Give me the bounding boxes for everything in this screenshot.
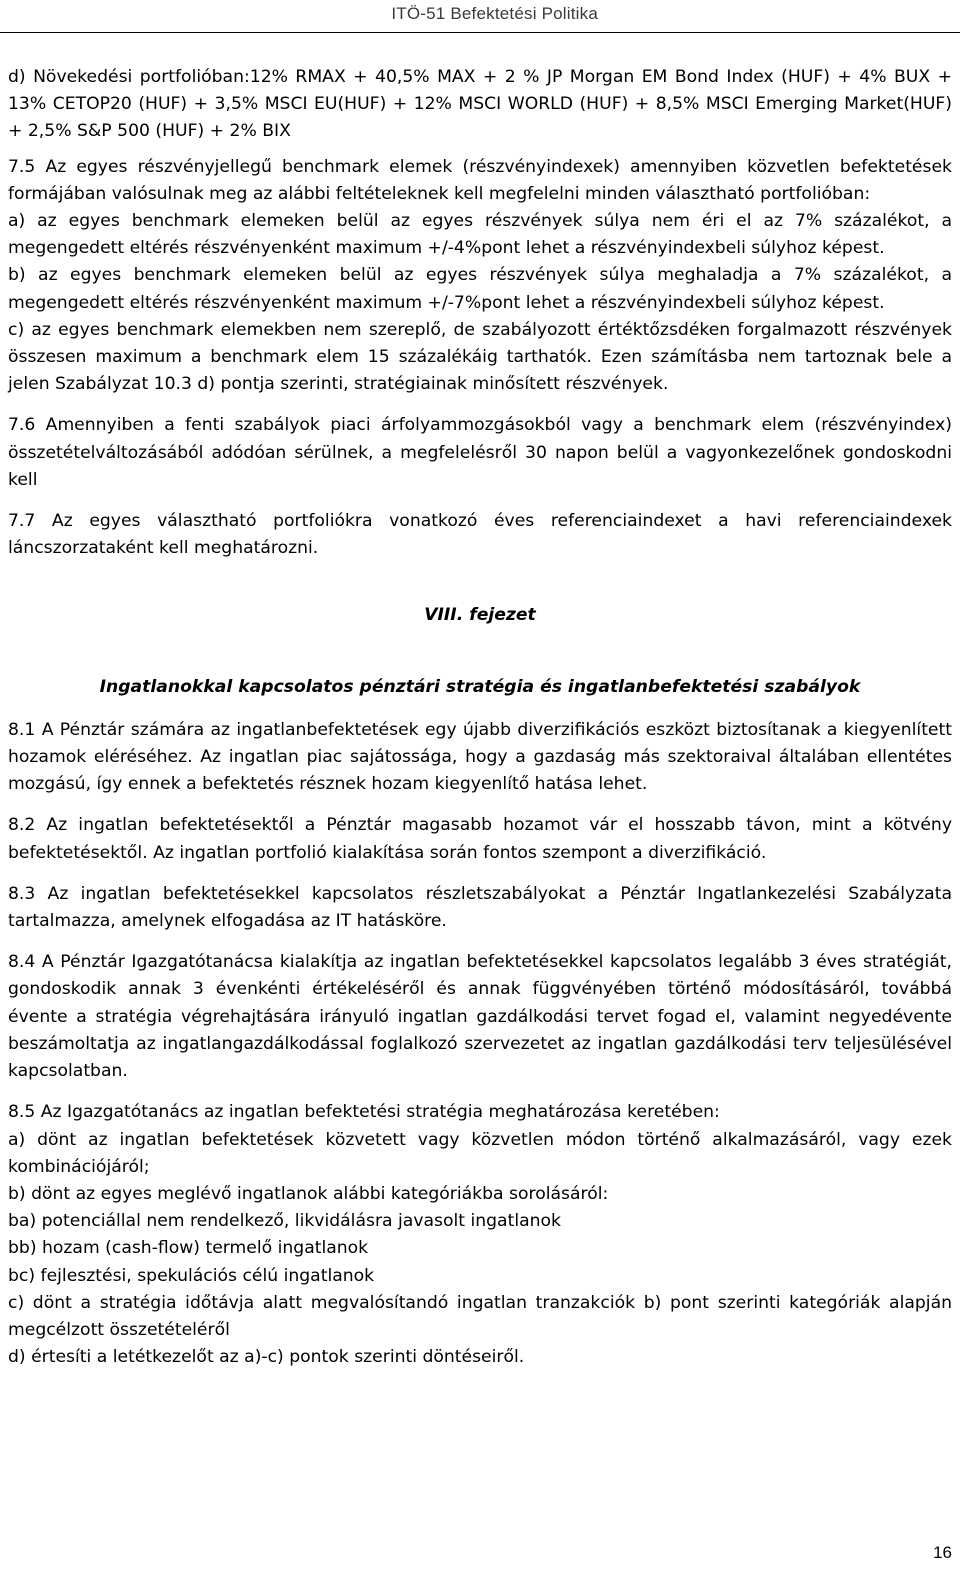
section-8-5-bb: bb) hozam (cash-flow) termelő ingatlanok xyxy=(8,1238,369,1259)
header-rule xyxy=(0,32,960,33)
section-8-2: 8.2 Az ingatlan befektetésektől a Pénztár magasabb hozamot vár el hosszabb távon, mint a kötvény befektetésektől. Az ingatlan portfolió kialakítása során fontos szempont a diverzifikáció. xyxy=(8,815,952,863)
chapter-title: Ingatlanokkal kapcsolatos pénztári stratégia és ingatlanbefektetési szabályok xyxy=(99,676,861,697)
section-8-5-bc: bc) fejlesztési, spekulációs célú ingatlanok xyxy=(8,1265,375,1286)
section-8-5-ba: ba) potenciállal nem rendelkező, likvidálásra javasolt ingatlanok xyxy=(8,1211,561,1232)
section-7-5-b: b) az egyes benchmark elemeken belül az egyes részvények súlya meghaladja a 7% százalékot, a megengedett eltérés részvényenként maximum +/-7%pont lehet a részvényindexbeli súlyhoz képest. xyxy=(8,265,952,313)
section-8-5: 8.5 Az Igazgatótanács az ingatlan befektetési stratégia meghatározása keretében: xyxy=(8,1102,720,1123)
section-8-1: 8.1 A Pénztár számára az ingatlanbefektetések egy újabb diverzifikációs eszközt biztosítanak a kiegyenlített hozamok eléréséhez. Az ingatlan piac sajátossága, hogy a gazdaság más szektoraival általában ellentétes mozgású, így ennek a befektetés résznek hozam kiegyenlítő hatása lehet. xyxy=(8,719,952,795)
page-number: 16 xyxy=(933,1543,952,1562)
section-8-5-b: b) dönt az egyes meglévő ingatlanok alábbi kategóriákba sorolásáról: xyxy=(8,1183,609,1204)
section-7-6: 7.6 Amennyiben a fenti szabályok piaci árfolyammozgásokból vagy a benchmark elem (részvényindex) összetételváltozásából adódóan sérülnek, a megfelelésről 30 napon belül a vagyonkezelőnek gondoskodni kell xyxy=(8,415,952,490)
paragraph-growth-portfolio: d) Növekedési portfolióban:12% RMAX + 40,5% MAX + 2 % JP Morgan EM Bond Index (HUF) + 4% BUX + 13% CETOP20 (HUF) + 3,5% MSCI EU(HUF) + 12% MSCI WORLD (HUF) + 8,5% MSCI Emerging Market(HUF) + 2,5% S&P 500 (HUF) + 2% BIX xyxy=(8,67,952,142)
chapter-heading: VIII. fejezet xyxy=(424,605,536,626)
section-7-5: 7.5 Az egyes részvényjellegű benchmark elemek (részvényindexek) amennyiben közvetlen befektetések formájában valósulnak meg az alábbi feltételeknek kell megfelelni minden választható portfolióban: xyxy=(8,156,952,204)
section-8-3: 8.3 Az ingatlan befektetésekkel kapcsolatos részletszabályokat a Pénztár Ingatlankezelési Szabályzata tartalmazza, amelynek elfogadása az IT hatásköre. xyxy=(8,883,952,932)
section-7-5-a: a) az egyes benchmark elemeken belül az egyes részvények súlya nem éri el az 7% százalékot, a megengedett eltérés részvényenként maximum +/-4%pont lehet a részvényindexbeli súlyhoz képest. xyxy=(8,211,952,259)
page-body xyxy=(8,64,952,1371)
section-8-4: 8.4 A Pénztár Igazgatótanácsa kialakítja az ingatlan befektetésekkel kapcsolatos legalább 3 éves stratégiát, gondoskodik annak 3 évenkénti értékeléséről és annak függvényében történő módosításáról, továbbá évente a stratégia végrehajtására irányuló ingatlan gazdálkodási tervet fogad el, valamint negyedévente beszámoltatja az ingatlangazdálkodással foglalkozó szervezetet az ingatlan gazdálkodási terv teljesülésével kapcsolatban. xyxy=(8,952,952,1082)
section-7-7: 7.7 Az egyes választható portfoliókra vonatkozó éves referenciaindexet a havi referenciaindexek láncszorzataként kell meghatározni. xyxy=(8,511,952,559)
section-8-5-c: c) dönt a stratégia időtávja alatt megvalósítandó ingatlan tranzakciók b) pont szerinti kategóriák alapján megcélzott összetételéről xyxy=(8,1292,952,1340)
running-header: ITÖ-51 Befektetési Politika xyxy=(391,4,598,23)
section-7-5-c: c) az egyes benchmark elemekben nem szereplő, de szabályozott értéktőzsdéken forgalmazott részvények összesen maximum a benchmark elem 15 százalékáig tarthatók. Ezen számításba nem tartoznak bele a jelen Szabályzat 10.3 d) pontja szerinti, stratégiainak minősített részvények. xyxy=(8,319,952,395)
section-8-5-d: d) értesíti a letétkezelőt az a)-c) pontok szerinti döntéseiről. xyxy=(8,1347,525,1368)
section-8-5-a: a) dönt az ingatlan befektetések közvetett vagy közvetlen módon történő alkalmazásáról, vagy ezek kombinációjáról; xyxy=(8,1129,952,1177)
